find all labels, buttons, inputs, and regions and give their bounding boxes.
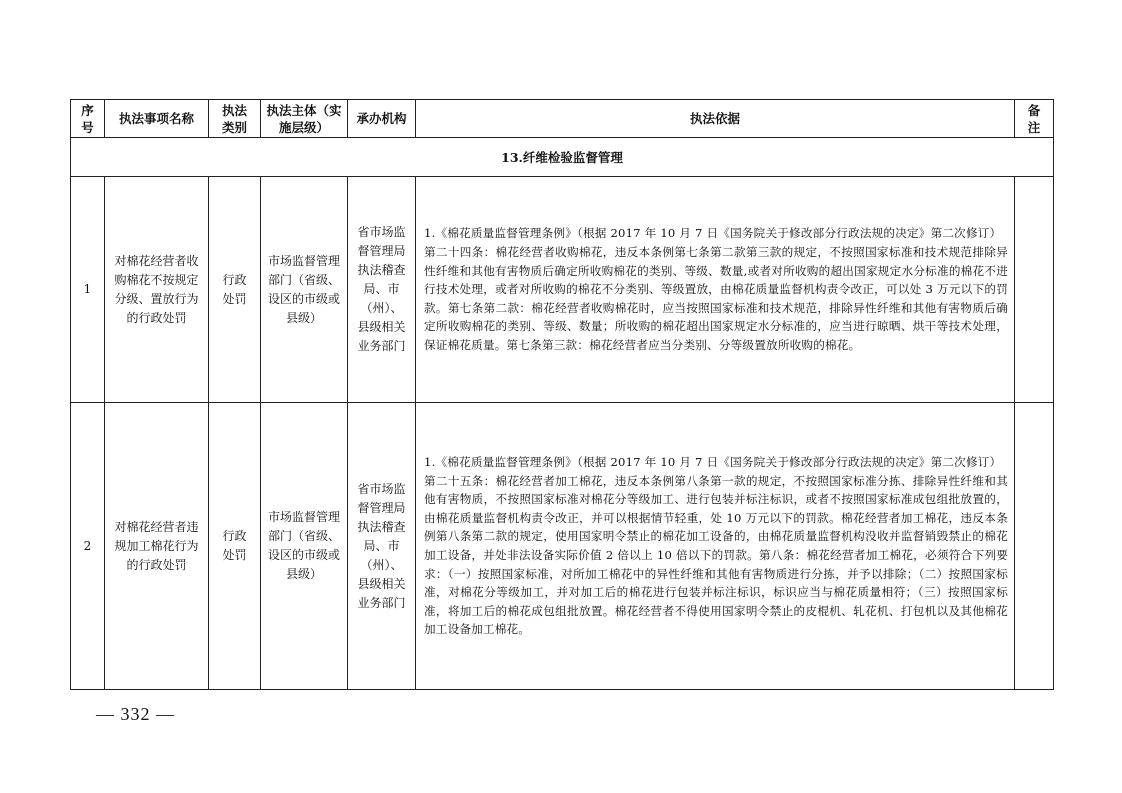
header-row	[71, 100, 1054, 138]
basis-source: 1.《棉花质量监督管理条例》（根据 2017 年 10 月 7 日《国务院关于修改部分行政法规的决定》第二次修订）	[424, 455, 1002, 470]
row-basis	[416, 177, 1015, 403]
row-subject-text: 市场监督管理部门（省级、设区的市级或县级）	[267, 253, 340, 325]
row-note	[1015, 177, 1054, 403]
header-subject-text: 执法主体（实施层级）	[266, 102, 342, 135]
row-item	[105, 177, 209, 403]
row-subject	[261, 177, 348, 403]
row-org-text: 省市场监督管理局执法稽查局、市（州）、县级相关业务部门	[357, 225, 406, 353]
row-basis	[416, 403, 1015, 690]
row-type-text: 行政处罚	[222, 529, 247, 562]
page-number: — 332 —	[96, 704, 175, 724]
header-seq	[71, 100, 105, 138]
header-seq-text: 序号	[81, 102, 94, 135]
row-note	[1015, 403, 1054, 690]
header-item: 执法事项名称	[105, 100, 209, 138]
table-row	[71, 403, 1054, 690]
header-subject	[261, 100, 348, 138]
row-org	[348, 403, 416, 690]
row-type	[209, 403, 261, 690]
row-org	[348, 177, 416, 403]
header-org: 承办机构	[348, 100, 416, 138]
header-type	[209, 100, 261, 138]
row-seq: 2	[71, 403, 105, 690]
row-org-text: 省市场监督管理局执法稽查局、市（州）、县级相关业务部门	[357, 481, 406, 610]
row-subject-text: 市场监督管理部门（省级、设区的市级或县级）	[267, 510, 340, 581]
section-row	[71, 138, 1054, 177]
row-item-text: 对棉花经营者收购棉花不按规定分级、置放行为的行政处罚	[114, 253, 199, 325]
basis-text: 第二十五条：棉花经营者加工棉花，违反本条例第八条第一款的规定，不按照国家标准分拣、排除异性纤维和其他有害物质，不按照国家标准对棉花分等级加工、进行包装并标注标识，或者不按照国家标准成包组批放置的，由棉花质量监督机构责令改正，并可以根据情节轻重，处 10 万元以下的罚款。棉花经营者加工棉花，违反本条例第八条第二款的规定，使用国家明令禁止的棉花加工设备的，由棉花质量监督机构没收并监督销毁禁止的棉花加工设备，并处非法设备实际价值 2 倍以上 10 倍以下的罚款。第八条：棉花经营者加工棉花，必须符合下列要求：（一）按照国家标准，对所加工棉花中的异性纤维和其他有害物质进行分拣，并予以排除；（二）按照国家标准，对棉花分等级加工，并对加工后的棉花进行包装并标注标识，标识应当与棉花质量相符；（三）按照国家标准，将加工后的棉花成包组批放置。棉花经营者不得使用国家明令禁止的皮棍机、轧花机、打包机以及其他棉花加工设备加工棉花。	[424, 473, 1008, 637]
row-item-text: 对棉花经营者违规加工棉花行为的行政处罚	[114, 519, 199, 572]
basis-text: 第二十四条：棉花经营者收购棉花，违反本条例第七条第二款第三款的规定，不按照国家标准和技术规范排除异性纤维和其他有害物质后确定所收购棉花的类别、等级、数量,或者对所收购的超出国家规定水分标准的棉花不进行技术处理，或者对所收购的棉花不分类别、等级置放，由棉花质量监督机构责令改正，可以处 3 万元以下的罚款。第七条第二款：棉花经营者收购棉花时，应当按照国家标准和技术规范，排除异性纤维和其他有害物质后确定所收购棉花的类别、等级、数量；所收购的棉花超出国家规定水分标准的，应当进行晾晒、烘干等技术处理，保证棉花质量。第七条第三款：棉花经营者应当分类别、分等级置放所收购的棉花。	[424, 245, 1008, 352]
header-note-text: 备注	[1027, 102, 1041, 135]
row-item	[105, 403, 209, 690]
header-basis: 执法依据	[416, 100, 1015, 138]
row-subject	[261, 403, 348, 690]
header-type-text: 执法类别	[221, 102, 247, 135]
header-note	[1015, 100, 1054, 138]
row-type	[209, 177, 261, 403]
enforcement-table	[70, 99, 1054, 690]
row-type-text: 行政处罚	[222, 272, 247, 306]
basis-source: 1.《棉花质量监督管理条例》（根据 2017 年 10 月 7 日《国务院关于修改部分行政法规的决定》第二次修订）	[424, 226, 1002, 241]
table-row	[71, 177, 1054, 403]
section-title: 13.纤维检验监督管理	[71, 138, 1054, 177]
row-seq: 1	[71, 177, 105, 403]
